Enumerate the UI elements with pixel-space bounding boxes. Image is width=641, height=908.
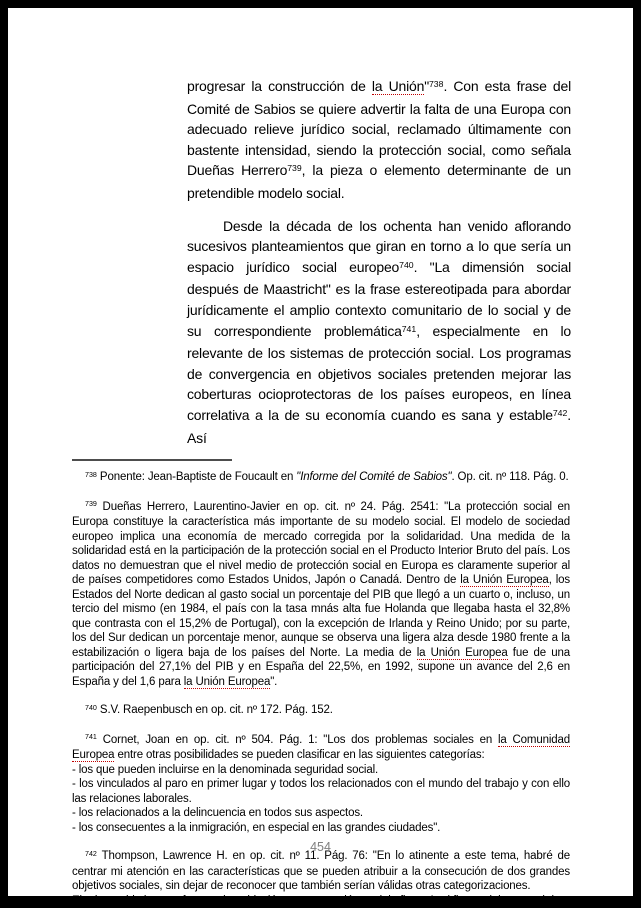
footnote-740: $^{740}$ S.V. Raepenbusch en op. cit. nº 172. Pág. 152. xyxy=(85,703,333,717)
page-number: 454 xyxy=(310,840,331,854)
body-paragraph: Desde la década de los ochenta han venido aflorando sucesivos planteamientos que giran en torno a lo que sería un espacio jurídico social europeo$^{740}$. "La dimensión social después de Maastricht" es la frase estereotipada para abordar jurídicamente el amplio contexto comunitario de lo social y de su correspondiente problemática$^{741}$, especialmente en lo relevante de los sistemas de protección social. Los programas de convergencia en objetivos sociales pretenden mejorar las coberturas ocioprotectoras de los países europeos, en línea correlativa a la de su economía cuando es sana y estable$^{742}$. Así xyxy=(187,217,571,446)
footnote-741: $^{741}$ Cornet, Joan en op. cit. nº 504. Pág. 1: "Los dos problemas sociales en la Comunidad Europea entre otras posibilidades se pueden clasificar en las siguientes categorías: - los que pueden incluirse en la denominada seguridad social. - los vinculados al paro en primer lugar y todos los relacionados con el mundo del trabajo y con ello las relaciones laborales. - los relacionados a la delincuencia en todos sus aspectos. - los consecuentes a la inmigración, en especial en las grandes ciudades". xyxy=(72,733,570,834)
footnote-738: $^{738}$ Ponente: Jean-Baptiste de Foucault en "Informe del Comité de Sabios". Op. cit. nº 118. Pág. 0. xyxy=(85,470,569,484)
footnote-739: $^{739}$ Dueñas Herrero, Laurentino-Javier en op. cit. nº 24. Pág. 2541: "La protección social en Europa constituye la característica más importante de su modelo social. El modelo de sociedad europeo implica una economía de mercado corregida por la solidaridad. Una medida de la solidaridad está en la participación de la protección social en el Producto Interior Bruto del país. Los datos no demuestran que el nivel medio de protección social en Europa es claramente superior al de países competidores como Estados Unidos, Japón o Canadá. Dentro de la Unión Europea, los Estados del Norte dedican al gasto social un porcentaje del PIB que llegó a un cuarto o, incluso, un tercio del mismo (en 1984, el país con la tasa mnás alta fue Holanda que llegaba hasta el 32,8% que contrasta con el 15,2% de Portugal), con la excepción de Irlanda y Reino Unido; por su parte, los del Sur dedican un porcentaje menor, aunque se observa una ligera alza desde 1980 frente a la estabilización o ligera baja de los países del Norte. La media de la Unión Europea fue de una participación del 27,1% del PIB y en España del 22,5%, en 1992, supone un avance del 2,6 en España y del 1,6 para la Unión Europea". xyxy=(72,500,571,688)
document-page xyxy=(8,8,633,907)
footnote-742: $^{742}$ Thompson, Lawrence H. en op. cit. nº 11. Pág. 76: "En lo atinente a este tema, habré de centrar mi atención en las características que se pueden atribuir a la consecución de dos grandes objetivos sociales, sin dejar de reconocer que también serían válidas otras categorizaciones. El primer objetivo es ofrecer a la población una protección social eficaz. A tal fin, se deben reunir las xyxy=(72,849,570,907)
body-paragraph: progresar la construcción de la Unión"$^{738}$. Con esta frase del Comité de Sabios se quiere advertir la falta de una Europa con adecuado relieve jurídico social, reclamado últimamente con bastente intensidad, siendo la protección social, como señala Dueñas Herrero$^{739}$, la pieza o elemento determinante de un pretendible modelo social. xyxy=(187,78,571,201)
footnote-separator xyxy=(72,459,232,461)
body-text-block xyxy=(187,76,571,448)
